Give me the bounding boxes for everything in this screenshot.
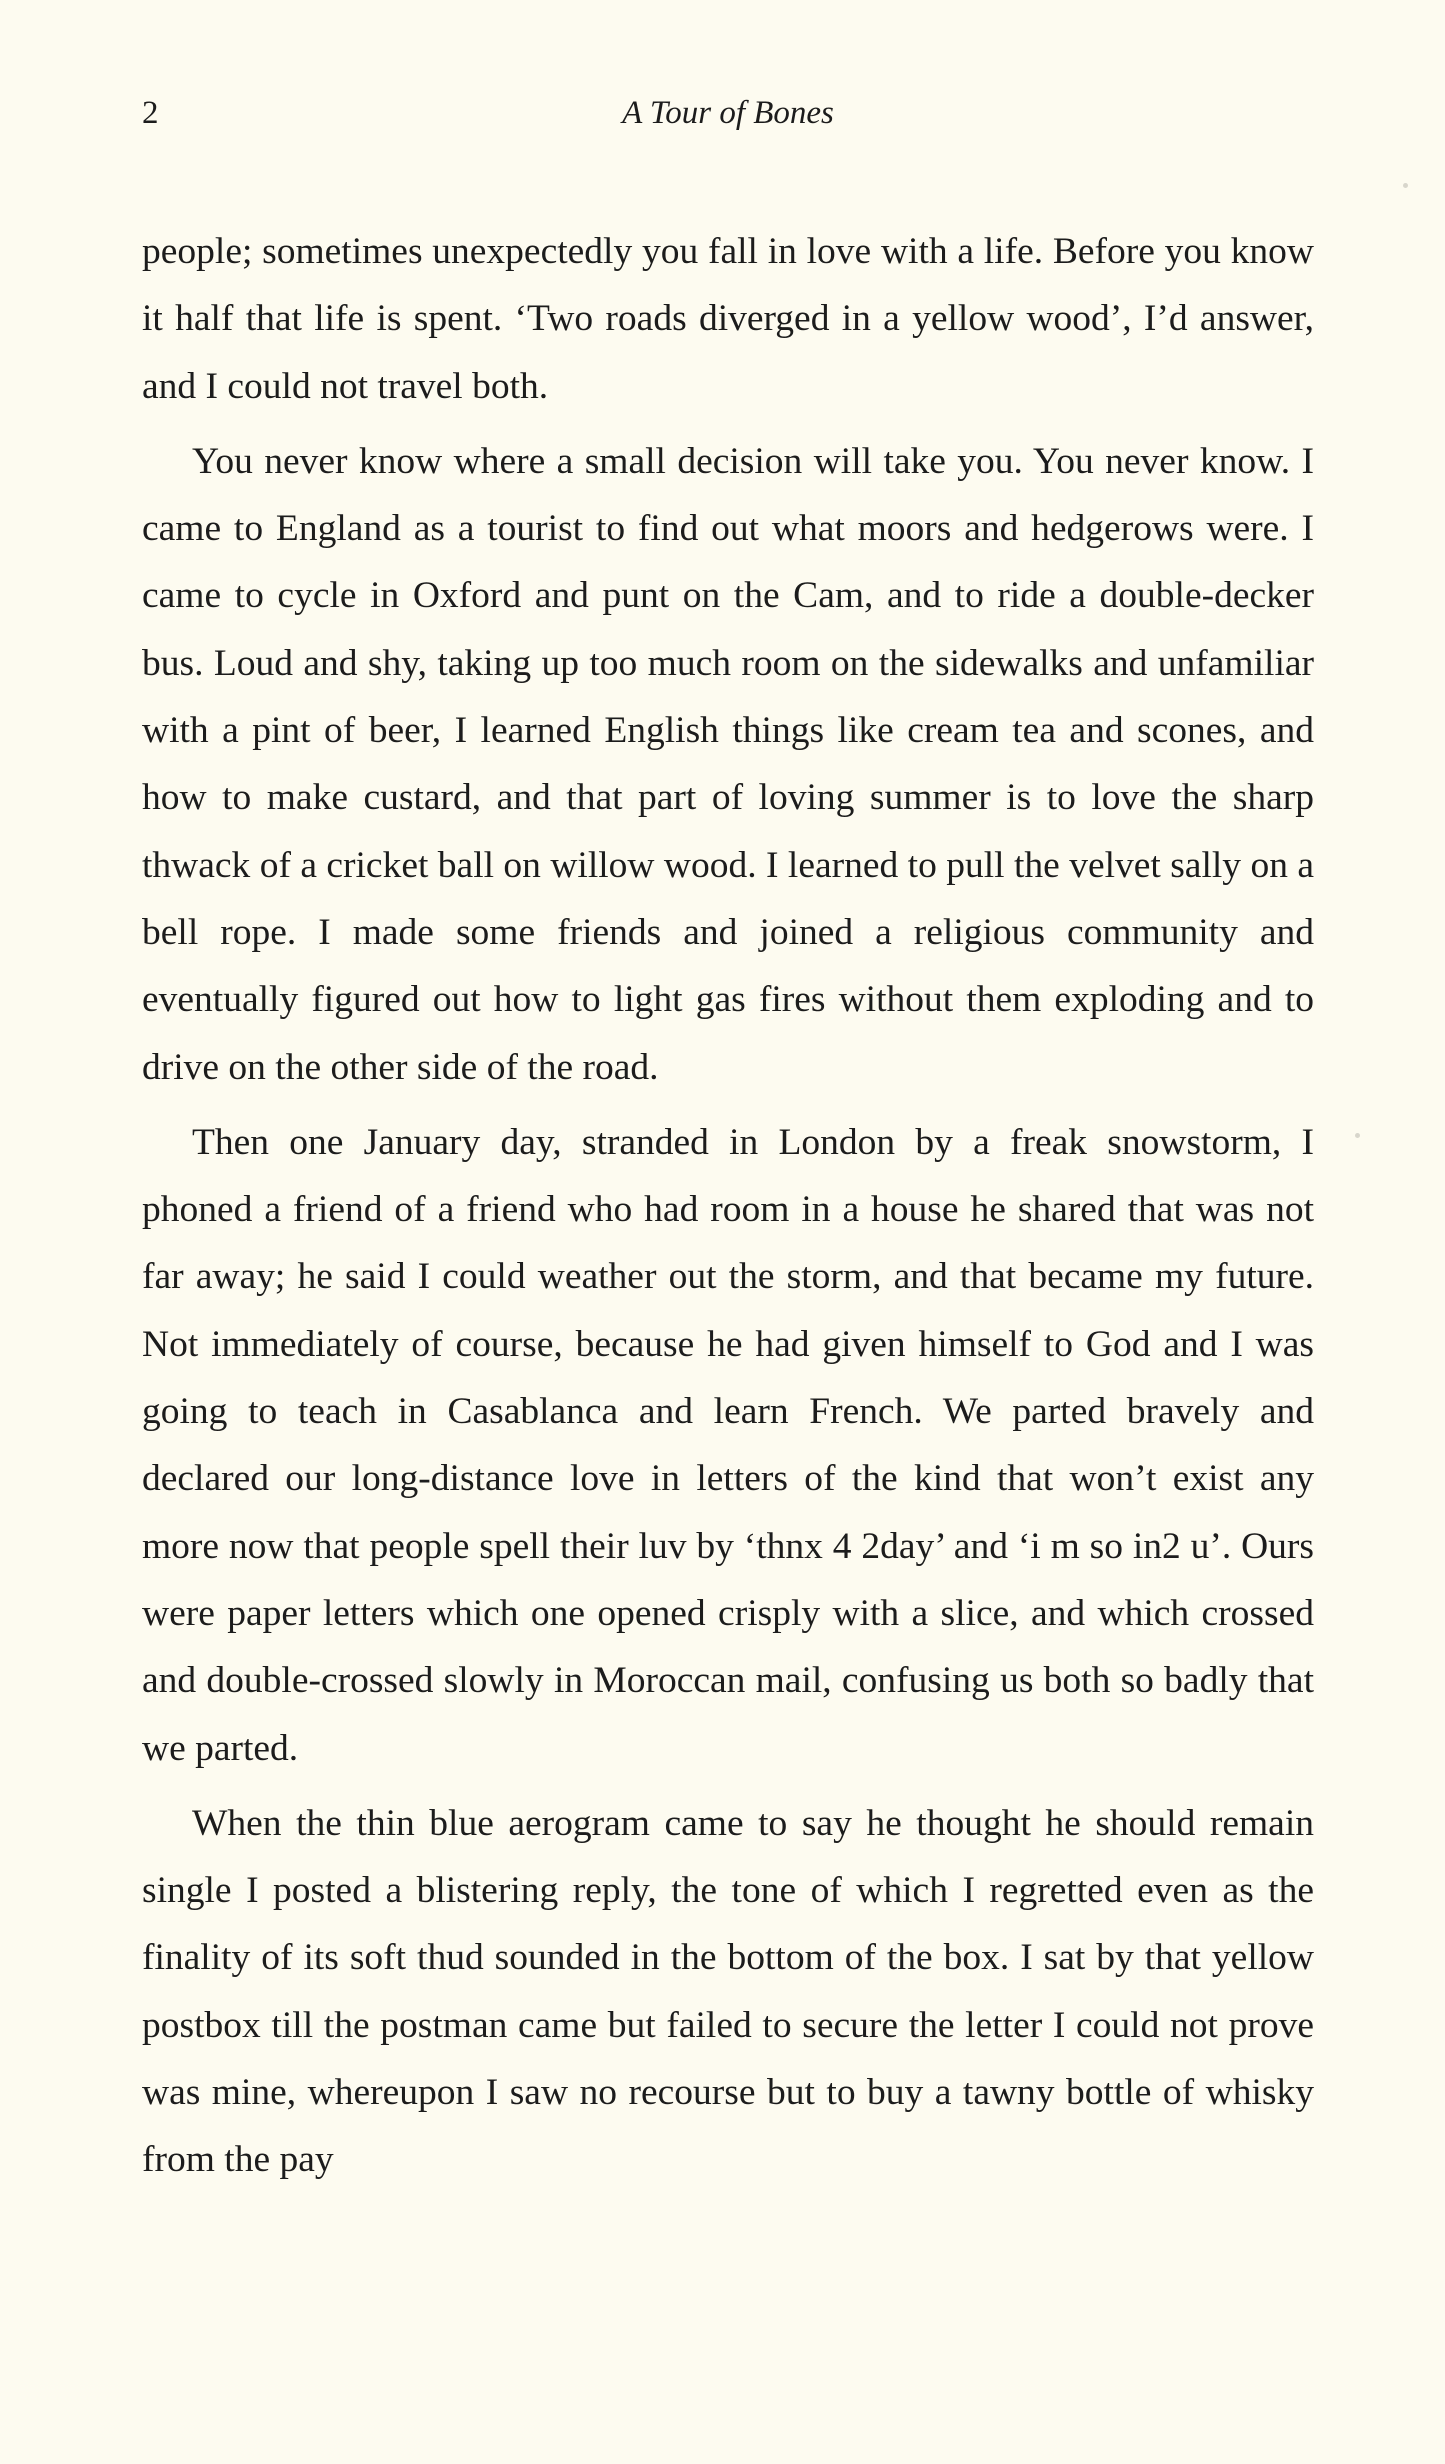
paragraph-1: people; sometimes unexpectedly you fall in love with a life. Before you know it half that life is spent. ‘Two roads diverged in a yellow wood’, I’d answer, and I could not travel both. bbox=[142, 231, 1314, 407]
paragraph-2: You never know where a small decision will take you. You never know. I came to England as a tourist to find out what moors and hedgerows were. I came to cycle in Oxford and punt on the Cam, and to ride a double-decker bus. Loud and shy, taking up too much room on the sidewalks and unfamiliar with a pint of beer, I learned English things like cream tea and scones, and how to make custard, and that part of loving summer is to love the sharp thwack of a cricket ball on willow wood. I learned to pull the velvet sally on a bell rope. I made some friends and joined a religious community and eventually figured out how to light gas fires without them exploding and to drive on the other side of the road. bbox=[142, 440, 1314, 1088]
paper-speck bbox=[1355, 1133, 1360, 1138]
page-number: 2 bbox=[142, 95, 159, 131]
running-head bbox=[142, 95, 1314, 145]
paragraph-3: Then one January day, stranded in London by a freak snowstorm, I phoned a friend of a friend who had room in a house he shared that was not far away; he said I could weather out the storm, and that became my future. Not immediately of course, because he had given himself to God and I was going to teach in Casablanca and learn French. We parted bravely and declared our long-distance love in letters of the kind that won’t exist any more now that people spell their luv by ‘thnx 4 2day’ and ‘i m so in2 u’. Ours were paper letters which one opened crisply with a slice, and which crossed and double-crossed slowly in Moroccan mail, confusing us both so badly that we parted. bbox=[142, 1121, 1314, 1769]
paragraph-4: When the thin blue aerogram came to say he thought he should remain single I posted a blistering reply, the tone of which I regretted even as the finality of its soft thud sounded in the bottom of the box. I sat by that yellow postbox till the postman came but failed to secure the letter I could not prove was mine, whereupon I saw no recourse but to buy a tawny bottle of whisky from the pay bbox=[142, 1802, 1314, 2181]
book-title: A Tour of Bones bbox=[622, 95, 834, 131]
paper-speck bbox=[1403, 183, 1408, 188]
body-text bbox=[142, 218, 1314, 2194]
